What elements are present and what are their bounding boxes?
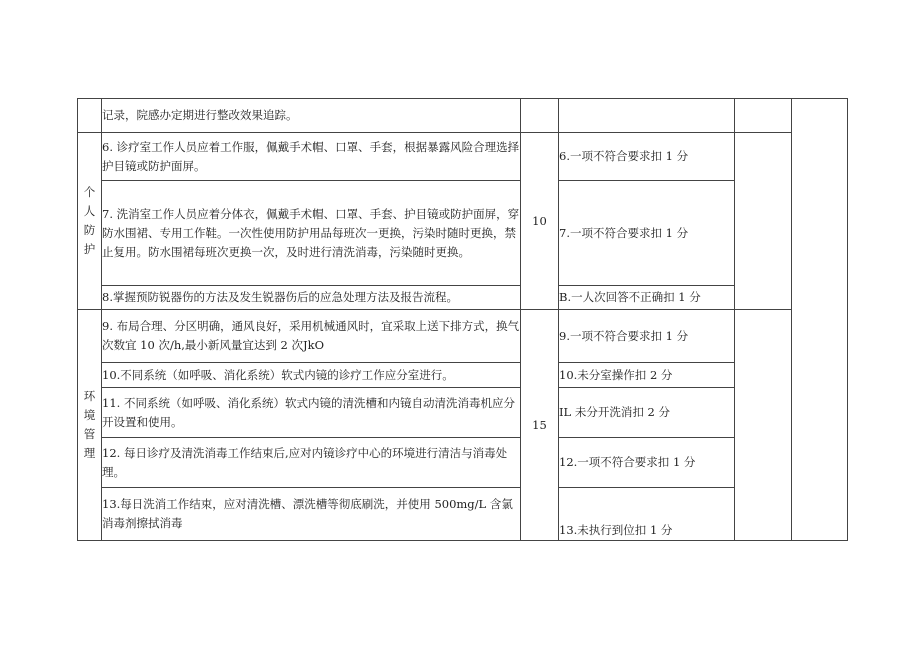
table-row: [78, 388, 848, 438]
deduction-cell: 7.一项不符合要求扣 1 分: [559, 181, 735, 286]
deduction-cell: 12.一项不符合要求扣 1 分: [559, 438, 735, 488]
table-row: [78, 99, 848, 133]
score-cell: 15: [521, 310, 559, 541]
table-row: [78, 181, 848, 286]
deduction-cell: IL 未分开洗消扣 2 分: [559, 388, 735, 438]
table-row: [78, 133, 848, 181]
item-content: 11. 不同系统（如呼吸、消化系统）软式内镜的清洗槽和内镜自动清洗消毒机应分开设置和使用。: [102, 388, 521, 438]
category-cell-empty: [78, 99, 102, 133]
score-cell-empty: [521, 99, 559, 133]
item-content: 9. 布局合理、分区明确，通风良好，采用机械通风时，宜采取上送下排方式，换气次数宜 10 次/h,最小新风量宜达到 2 次JkO: [102, 310, 521, 363]
table-row: [78, 286, 848, 310]
table-row: [78, 438, 848, 488]
item-content: 10.不同系统（如呼吸、消化系统）软式内镜的诊疗工作应分室进行。: [102, 363, 521, 388]
table-row: [78, 363, 848, 388]
item-content: 6. 诊疗室工作人员应着工作服，佩戴手术帽、口罩、手套，根据暴露风险合理选择护目镜或防护面屏。: [102, 133, 521, 181]
deduction-cell: 6.一项不符合要求扣 1 分: [559, 133, 735, 181]
table-row: [78, 310, 848, 363]
deduction-cell: 9.一项不符合要求扣 1 分: [559, 310, 735, 363]
blank-cell: [735, 133, 792, 310]
item-content: 13.每日洗消工作结束，应对清洗槽、漂洗槽等彻底刷洗，并使用 500mg/L 含氯消毒剂擦拭消毒: [102, 488, 521, 541]
evaluation-table: [77, 98, 848, 541]
blank-cell: [735, 310, 792, 541]
item-content: 8.掌握预防锐器伤的方法及发生锐器伤后的应急处理方法及报告流程。: [102, 286, 521, 310]
category-environment-management: 环 境 管 理: [78, 310, 102, 541]
item-content: 记录，院感办定期进行整改效果追踪。: [102, 99, 521, 133]
deduction-cell-empty: [559, 99, 735, 133]
blank-cell-right: [792, 99, 848, 541]
deduction-cell: B.一人次回答不正确扣 1 分: [559, 286, 735, 310]
score-cell: 10: [521, 133, 559, 310]
deduction-cell: 13.未执行到位扣 1 分: [559, 488, 735, 541]
table-row: [78, 488, 848, 541]
blank-cell: [735, 99, 792, 133]
deduction-cell: 10.未分室操作扣 2 分: [559, 363, 735, 388]
item-content: 12. 每日诊疗及清洗消毒工作结束后,应对内镜诊疗中心的环境进行清洁与消毒处理。: [102, 438, 521, 488]
category-personal-protection: 个 人 防 护: [78, 133, 102, 310]
item-content: 7. 洗消室工作人员应着分体衣，佩戴手术帽、口罩、手套、护目镜或防护面屏，穿防水围裙、专用工作鞋。一次性使用防护用品每班次一更换，污染时随时更换，禁止复用。防水围裙每班次更换一次，及时进行清洗消毒，污染随时更换。: [102, 181, 521, 286]
